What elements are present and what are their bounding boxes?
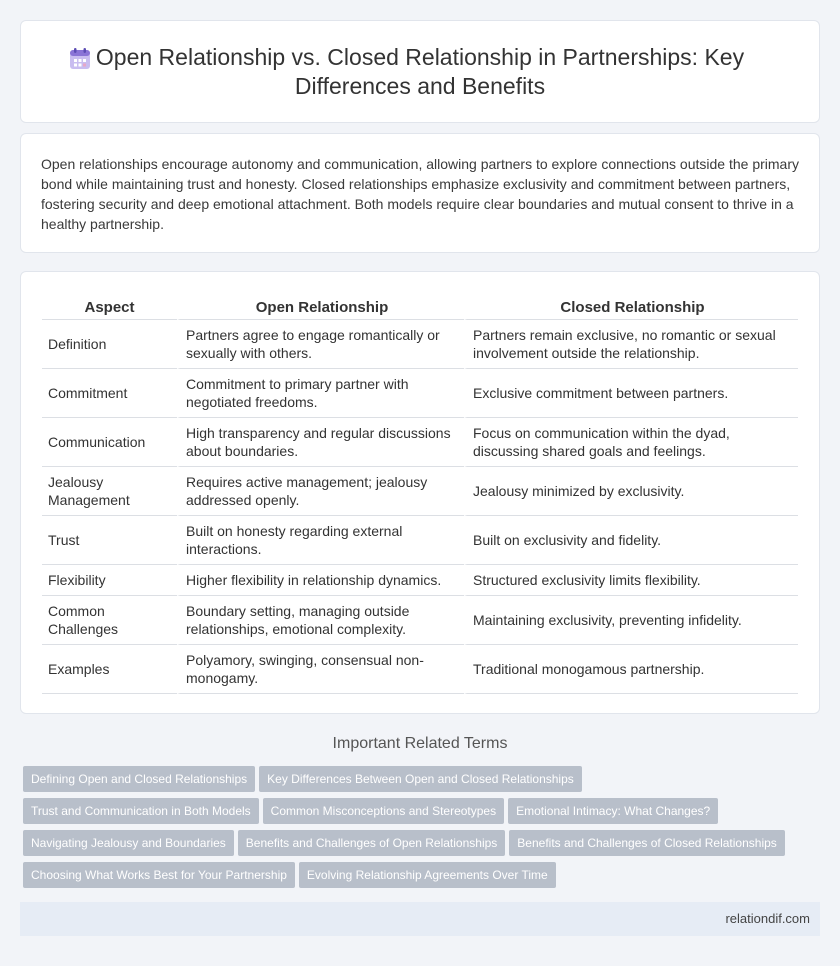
cell-open: Higher flexibility in relationship dynamics.	[177, 565, 464, 596]
related-term-tag[interactable]: Key Differences Between Open and Closed Relationships	[259, 766, 582, 792]
intro-paragraph: Open relationships encourage autonomy and communication, allowing partners to explore connections outside the primary bond while maintaining trust and honesty. Closed relationships emphasize exclusivity and commitment between partners, fostering security and deep emotional attachment. Both models require clear boundaries and mutual consent to thrive in a healthy partnership.	[41, 156, 799, 232]
cell-open: Partners agree to engage romantically or sexually with others.	[177, 320, 464, 369]
cell-aspect: Flexibility	[42, 565, 177, 596]
cell-open: Requires active management; jealousy addressed openly.	[177, 467, 464, 516]
table-row	[42, 516, 798, 565]
related-terms-list	[23, 766, 803, 894]
intro-card	[20, 133, 820, 253]
related-term-tag[interactable]: Benefits and Challenges of Closed Relationships	[509, 830, 785, 856]
cell-open: Polyamory, swinging, consensual non-monogamy.	[177, 645, 464, 694]
cell-closed: Partners remain exclusive, no romantic or sexual involvement outside the relationship.	[464, 320, 798, 369]
footer-site-link[interactable]: relationdif.com	[725, 911, 810, 926]
related-term-tag[interactable]: Navigating Jealousy and Boundaries	[23, 830, 234, 856]
related-term-tag[interactable]: Benefits and Challenges of Open Relationships	[238, 830, 506, 856]
footer	[20, 902, 820, 936]
cell-open: High transparency and regular discussions about boundaries.	[177, 418, 464, 467]
table-row	[42, 596, 798, 645]
cell-aspect: Common Challenges	[42, 596, 177, 645]
cell-open: Boundary setting, managing outside relationships, emotional complexity.	[177, 596, 464, 645]
table-row	[42, 369, 798, 418]
comparison-table-card	[20, 271, 820, 714]
cell-aspect: Communication	[42, 418, 177, 467]
related-term-tag[interactable]: Emotional Intimacy: What Changes?	[508, 798, 718, 824]
cell-open: Built on honesty regarding external interactions.	[177, 516, 464, 565]
cell-closed: Traditional monogamous partnership.	[464, 645, 798, 694]
comparison-table	[42, 296, 798, 694]
related-terms-heading: Important Related Terms	[332, 735, 508, 752]
cell-aspect: Examples	[42, 645, 177, 694]
related-term-tag[interactable]: Choosing What Works Best for Your Partnership	[23, 862, 295, 888]
related-term-tag[interactable]: Defining Open and Closed Relationships	[23, 766, 255, 792]
cell-closed: Built on exclusivity and fidelity.	[464, 516, 798, 565]
table-row	[42, 565, 798, 596]
cell-closed: Structured exclusivity limits flexibility.	[464, 565, 798, 596]
table-header-row	[42, 296, 798, 320]
cell-aspect: Definition	[42, 320, 177, 369]
cell-aspect: Trust	[42, 516, 177, 565]
table-row	[42, 320, 798, 369]
cell-closed: Jealousy minimized by exclusivity.	[464, 467, 798, 516]
title-card	[20, 20, 820, 123]
cell-closed: Exclusive commitment between partners.	[464, 369, 798, 418]
cell-open: Commitment to primary partner with negotiated freedoms.	[177, 369, 464, 418]
cell-aspect: Commitment	[42, 369, 177, 418]
cell-aspect: Jealousy Management	[42, 467, 177, 516]
table-row	[42, 645, 798, 694]
cell-closed: Maintaining exclusivity, preventing infidelity.	[464, 596, 798, 645]
page-title: Open Relationship vs. Closed Relationship in Partnerships: Key Differences and Benefits	[95, 44, 745, 99]
related-term-tag[interactable]: Trust and Communication in Both Models	[23, 798, 259, 824]
header-closed-relationship: Closed Relationship	[464, 296, 798, 320]
related-term-tag[interactable]: Common Misconceptions and Stereotypes	[263, 798, 504, 824]
header-open-relationship: Open Relationship	[177, 296, 464, 320]
table-row	[42, 418, 798, 467]
related-term-tag[interactable]: Evolving Relationship Agreements Over Time	[299, 862, 556, 888]
table-row	[42, 467, 798, 516]
cell-closed: Focus on communication within the dyad, discussing shared goals and feelings.	[464, 418, 798, 467]
header-aspect: Aspect	[42, 296, 177, 320]
